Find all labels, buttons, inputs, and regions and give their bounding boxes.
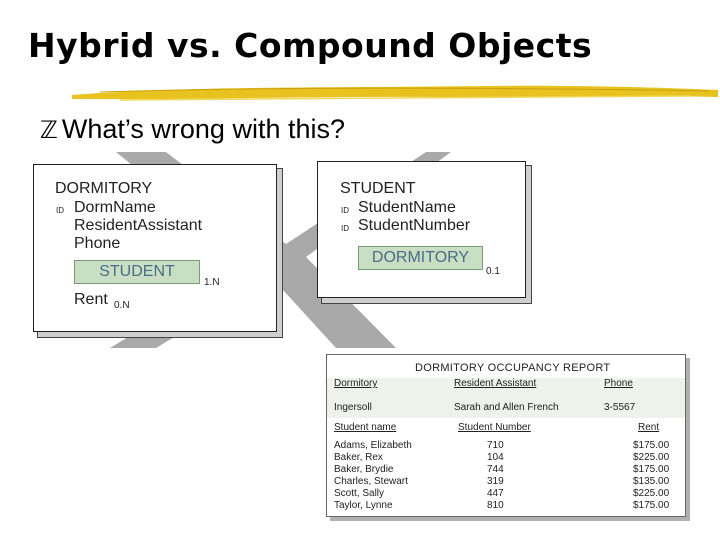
attribute: Rent xyxy=(74,291,108,308)
table-cell: Baker, Rex xyxy=(334,452,383,463)
cardinality: 0.N xyxy=(114,300,130,311)
column-header: Student name xyxy=(334,422,397,433)
column-header: Student Number xyxy=(458,422,531,433)
table-cell: Scott, Sally xyxy=(334,488,385,499)
table-cell: Adams, Elizabeth xyxy=(334,440,412,451)
table-cell: 710 xyxy=(487,440,504,451)
dormitory-object-diagram xyxy=(33,164,277,332)
column-header: Dormitory xyxy=(334,378,378,389)
slide-title: Hybrid vs. Compound Objects xyxy=(28,26,593,65)
id-marker: ID xyxy=(341,224,349,233)
table-cell: 3-5567 xyxy=(604,402,636,413)
bullet-line xyxy=(40,114,345,145)
column-header: Resident Assistant xyxy=(454,378,537,389)
object-name: STUDENT xyxy=(340,180,416,197)
column-header: Rent xyxy=(638,422,660,433)
attribute: DormName xyxy=(74,199,156,216)
table-cell: $175.00 xyxy=(633,464,670,475)
table-cell: 744 xyxy=(487,464,504,475)
table-cell: $175.00 xyxy=(633,500,670,511)
attribute: ResidentAssistant xyxy=(74,217,203,234)
table-cell: $225.00 xyxy=(633,452,670,463)
table-cell: $175.00 xyxy=(633,440,670,451)
object-attribute-box: DORMITORY xyxy=(358,246,483,270)
attribute: StudentNumber xyxy=(358,217,471,234)
table-cell: 810 xyxy=(487,500,504,511)
table-cell: 319 xyxy=(487,476,504,487)
table-cell: Charles, Stewart xyxy=(334,476,408,487)
object-attribute-box: STUDENT xyxy=(74,260,200,284)
table-cell: Baker, Brydie xyxy=(334,464,394,475)
title-underline xyxy=(70,78,720,108)
table-cell: Ingersoll xyxy=(334,402,372,413)
table-cell: $225.00 xyxy=(633,488,670,499)
student-object-diagram xyxy=(317,161,526,298)
table-cell: $135.00 xyxy=(633,476,670,487)
report-title: DORMITORY OCCUPANCY REPORT xyxy=(415,362,611,374)
attribute: StudentName xyxy=(358,199,456,216)
object-name: DORMITORY xyxy=(55,180,153,197)
cardinality: 0.1 xyxy=(486,266,500,277)
bullet-text: What’s wrong with this? xyxy=(61,114,345,144)
occupancy-report xyxy=(326,354,686,517)
table-cell: Taylor, Lynne xyxy=(334,500,393,511)
z-bullet-icon: ℤ xyxy=(40,116,58,144)
table-cell: 447 xyxy=(487,488,504,499)
id-marker: ID xyxy=(341,206,349,215)
column-header: Phone xyxy=(604,378,633,389)
table-cell: Sarah and Allen French xyxy=(454,402,559,413)
attribute: Phone xyxy=(74,235,121,252)
id-marker: ID xyxy=(56,206,64,215)
cardinality: 1.N xyxy=(204,277,220,288)
table-cell: 104 xyxy=(487,452,504,463)
